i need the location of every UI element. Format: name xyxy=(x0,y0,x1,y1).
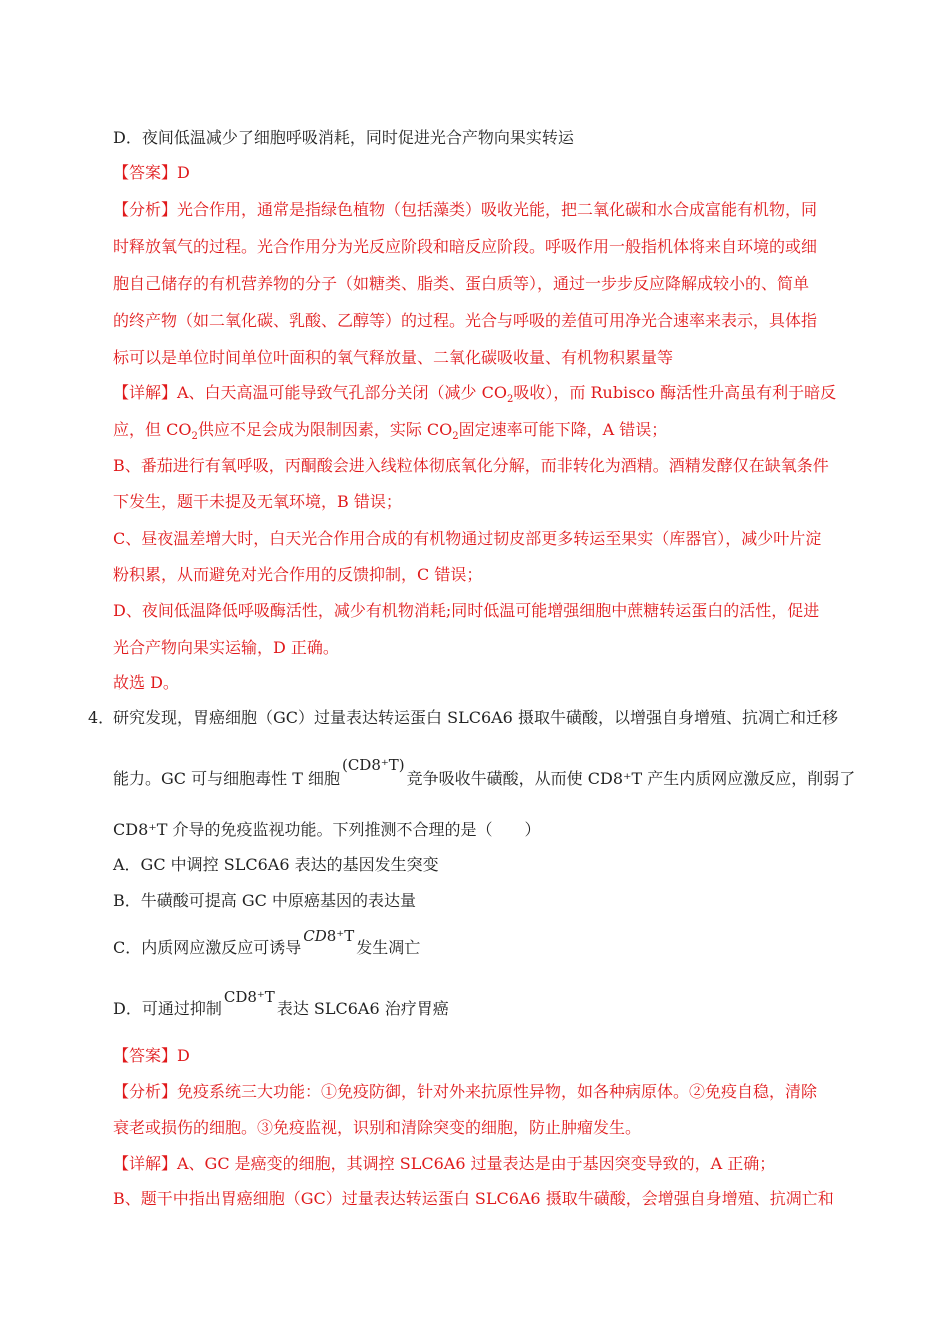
answer-prev: 【答案】D xyxy=(113,163,190,182)
cd8-t-formula-c: CD8⁺T xyxy=(303,927,355,945)
detail-a-line-2: 应，但 $CO_2$供应不足会成为限制因素，实际 $CO_2$固定速率可能下降，A 错误； xyxy=(113,420,668,443)
option-d-prev: D．夜间低温减少了细胞呼吸消耗，同时促进光合产物向果实转运 xyxy=(113,128,574,147)
analysis-line-1: 【分析】光合作用，通常是指绿色植物（包括藻类）吸收光能，把二氧化碳和水合成富能有机物，同 xyxy=(113,200,818,219)
question-stem-line-2: 能力。GC 可与细胞毒性 T 细胞(CD8⁺T)竞争吸收牛磺酸，从而使 CD8⁺T 产生内质网应激反应，削弱了 xyxy=(113,756,856,788)
detail-c-line-1: C、昼夜温差增大时，白天光合作用合成的有机物通过韧皮部更多转运至果实（库器官），减少叶片淀 xyxy=(113,529,822,548)
detail-d-line-2: 光合产物向果实运输，D 正确。 xyxy=(113,638,339,657)
detail-b-line-1: B、番茄进行有氧呼吸，丙酮酸会进入线粒体彻底氧化分解，而非转化为酒精。酒精发酵仅在缺氧条件 xyxy=(113,456,829,475)
analysis-q4-line-1: 【分析】免疫系统三大功能：①免疫防御，针对外来抗原性异物，如各种病原体。②免疫自稳，清除 xyxy=(113,1082,818,1101)
question-stem-line-3: CD8⁺T 介导的免疫监视功能。下列推测不合理的是（ ） xyxy=(113,820,541,839)
analysis-line-4: 的终产物（如二氧化碳、乳酸、乙醇等）的过程。光合与呼吸的差值可用净光合速率来表示，具体指 xyxy=(113,311,818,330)
conclusion-prev: 故选 D。 xyxy=(113,673,179,692)
detail-q4-line-1: 【详解】A、GC 是癌变的细胞，其调控 SLC6A6 过量表达是由于基因突变导致的，A 正确； xyxy=(113,1154,776,1173)
analysis-line-5: 标可以是单位时间单位叶面积的氧气释放量、二氧化碳吸收量、有机物积累量等 xyxy=(113,348,674,367)
detail-q4-line-2: B、题干中指出胃癌细胞（GC）过量表达转运蛋白 SLC6A6 摄取牛磺酸，会增强自身增殖、抗凋亡和 xyxy=(113,1189,834,1208)
option-c: C．内质网应激反应可诱导CD8⁺T发生凋亡 xyxy=(113,927,421,957)
cd8-t-formula-d: CD8⁺T xyxy=(223,988,275,1006)
analysis-line-2: 时释放氧气的过程。光合作用分为光反应阶段和暗反应阶段。呼吸作用一般指机体将来自环境的或细 xyxy=(113,237,818,256)
option-a: A．GC 中调控 SLC6A6 表达的基因发生突变 xyxy=(113,855,439,874)
analysis-q4-line-2: 衰老或损伤的细胞。③免疫监视，识别和清除突变的细胞，防止肿瘤发生。 xyxy=(113,1118,642,1137)
cd8-t-formula: (CD8⁺T) xyxy=(341,756,405,774)
detail-a-line-1: 【详解】A、白天高温可能导致气孔部分关闭（减少 $CO_2$吸收），而 Rubisco 酶活性升高虽有利于暗反 xyxy=(113,383,837,406)
detail-b-line-2: 下发生，题干未提及无氧环境，B 错误； xyxy=(113,492,402,511)
detail-d-line-1: D、夜间低温降低呼吸酶活性，减少有机物消耗;同时低温可能增强细胞中蔗糖转运蛋白的活性，促进 xyxy=(113,601,820,620)
option-d: D．可通过抑制CD8⁺T表达 SLC6A6 治疗胃癌 xyxy=(113,988,449,1018)
analysis-line-3: 胞自己储存的有机营养物的分子（如糖类、脂类、蛋白质等），通过一步步反应降解成较小的、简单 xyxy=(113,274,810,293)
answer-q4: 【答案】D xyxy=(113,1046,190,1065)
question-stem-line-1: 研究发现，胃癌细胞（GC）过量表达转运蛋白 SLC6A6 摄取牛磺酸，以增强自身增殖、抗凋亡和迁移 xyxy=(113,708,838,727)
question-number: 4． xyxy=(88,708,115,727)
option-b: B．牛磺酸可提高 GC 中原癌基因的表达量 xyxy=(113,891,416,910)
detail-c-line-2: 粉积累，从而避免对光合作用的反馈抑制，C 错误； xyxy=(113,565,483,584)
